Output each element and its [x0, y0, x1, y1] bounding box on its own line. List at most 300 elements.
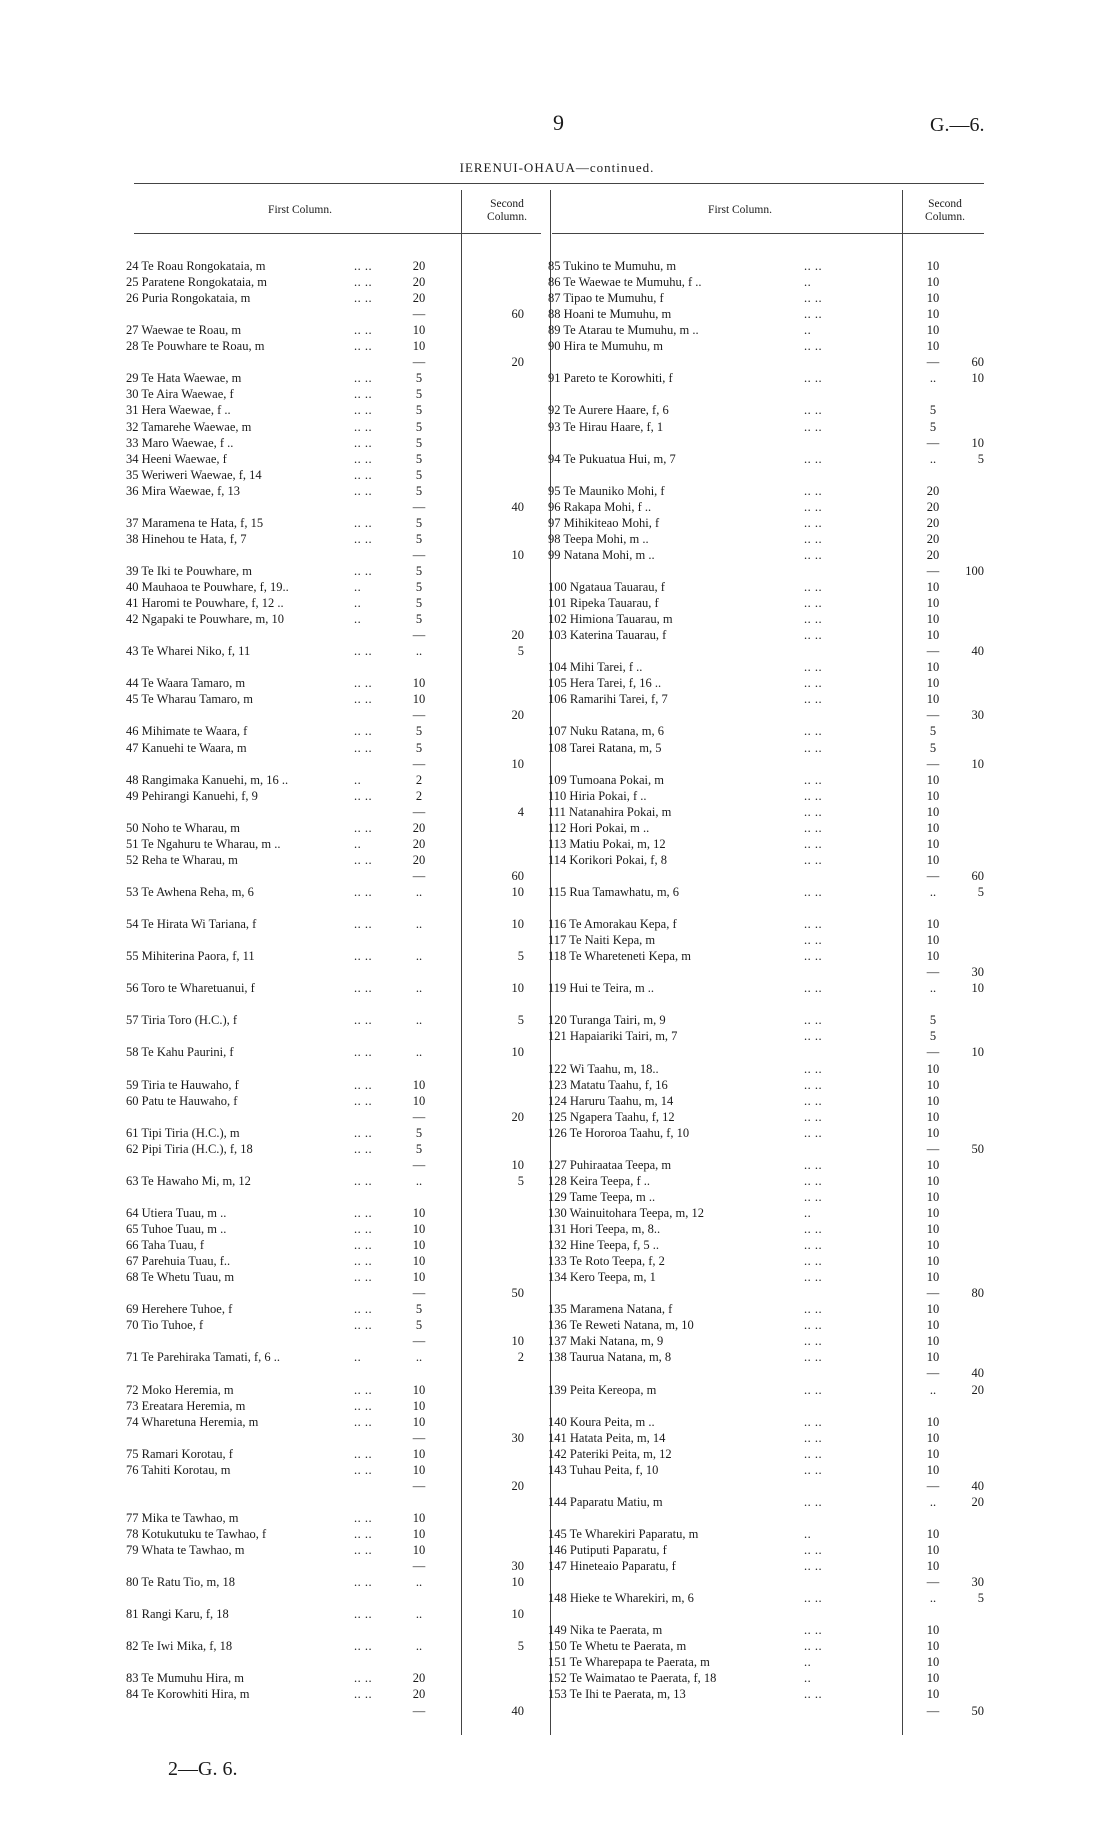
entry-value: 10	[926, 1205, 940, 1220]
list-item	[548, 1638, 988, 1654]
list-item	[126, 258, 546, 274]
leader-dots: .. ..	[354, 949, 373, 964]
list-item	[548, 451, 988, 467]
entry-name: 30 Te Aira Waewae, f	[126, 387, 234, 402]
entry-name: 141 Hatata Peita, m, 14	[548, 1430, 666, 1445]
entry-value: 10	[926, 1430, 940, 1445]
list-item	[548, 1141, 988, 1157]
entry-name: 53 Te Awhena Reha, m, 6	[126, 884, 254, 899]
list-item	[548, 435, 988, 451]
list-item	[126, 354, 546, 370]
list-item	[126, 1542, 546, 1558]
list-item	[126, 1462, 546, 1478]
leader-dots: .. ..	[804, 1238, 823, 1253]
entry-value: 10	[926, 917, 940, 932]
list-item	[126, 691, 546, 707]
list-item	[548, 707, 988, 723]
entry-name: 55 Mihiterina Paora, f, 11	[126, 949, 255, 964]
subtotal-value: 10	[511, 1157, 524, 1172]
list-item	[548, 1028, 988, 1044]
subtotal-value: 10	[511, 884, 524, 899]
entry-value: ..	[929, 981, 937, 996]
leader-dots: .. ..	[804, 1350, 823, 1365]
subtotal-value: 10	[511, 1575, 524, 1590]
leader-dots: .. ..	[804, 547, 823, 562]
entry-name: 136 Te Reweti Natana, m, 10	[548, 1318, 694, 1333]
list-item	[548, 643, 988, 659]
entry-value: ..	[415, 1013, 423, 1028]
leader-dots: .. ..	[804, 1382, 823, 1397]
leader-dots: .. ..	[354, 531, 373, 546]
leader-dots: .. ..	[804, 419, 823, 434]
entry-name: 144 Paparatu Matiu, m	[548, 1494, 663, 1509]
leader-dots: .. ..	[354, 1141, 373, 1156]
entry-value: ..	[415, 884, 423, 899]
list-item	[548, 1237, 988, 1253]
header-rule-right	[552, 233, 984, 234]
entry-value: 10	[926, 628, 940, 643]
leader-dots: .. ..	[804, 1494, 823, 1509]
entry-name: 24 Te Roau Rongokataia, m	[126, 259, 266, 273]
entry-name: 133 Te Roto Teepa, f, 2	[548, 1254, 665, 1269]
leader-dots: .. ..	[804, 339, 823, 354]
entry-value: —	[412, 628, 426, 643]
list-item	[548, 964, 988, 980]
subtotal-value: 60	[971, 355, 984, 370]
list-item	[126, 370, 546, 386]
entry-value: —	[412, 868, 426, 883]
leader-dots: .. ..	[804, 1270, 823, 1285]
entry-value: 5	[415, 1302, 423, 1317]
leader-dots: .. ..	[354, 1318, 373, 1333]
entry-name: 113 Matiu Pokai, m, 12	[548, 836, 666, 851]
list-item	[126, 1269, 546, 1285]
list-item	[548, 900, 988, 916]
entry-value: 10	[412, 1254, 426, 1269]
leader-dots: ..	[354, 596, 362, 611]
entry-value: 20	[412, 1687, 426, 1702]
list-item	[126, 1703, 546, 1719]
list-item	[126, 1382, 546, 1398]
entry-value: 5	[415, 419, 423, 434]
entry-value: 10	[926, 612, 940, 627]
entry-value: 5	[415, 483, 423, 498]
subtotal-value: 20	[511, 355, 524, 370]
leader-dots: .. ..	[354, 515, 373, 530]
entry-value: 10	[926, 1639, 940, 1654]
entry-value: 10	[412, 1462, 426, 1477]
entry-value: 10	[926, 949, 940, 964]
entry-value: 10	[926, 323, 940, 338]
list-item	[126, 1221, 546, 1237]
list-item	[126, 852, 546, 868]
list-item	[126, 595, 546, 611]
leader-dots: .. ..	[804, 1189, 823, 1204]
leader-dots: .. ..	[804, 1687, 823, 1702]
entry-value: 10	[926, 1414, 940, 1429]
entry-name: 149 Nika te Paerata, m	[548, 1623, 663, 1638]
subtotal-value: 20	[971, 1382, 984, 1397]
entry-value: 10	[926, 1318, 940, 1333]
subtotal-value: 50	[511, 1286, 524, 1301]
entry-value: 5	[929, 1029, 937, 1044]
list-item	[548, 1478, 988, 1494]
leader-dots: .. ..	[804, 788, 823, 803]
entry-value: ..	[929, 1494, 937, 1509]
entry-name: 82 Te Iwi Mika, f, 18	[126, 1639, 233, 1654]
leader-dots: .. ..	[804, 1559, 823, 1574]
entry-name: 37 Maramena te Hata, f, 15	[126, 515, 264, 530]
entry-name: 93 Te Hirau Haare, f, 1	[548, 419, 664, 434]
list-item	[126, 788, 546, 804]
entry-value: 10	[926, 676, 940, 691]
entry-value: 5	[415, 451, 423, 466]
entry-name: 58 Te Kahu Paurini, f	[126, 1045, 234, 1060]
entry-name: 110 Hiria Pokai, f ..	[548, 788, 647, 803]
list-item	[126, 290, 546, 306]
entry-name: 33 Maro Waewae, f ..	[126, 435, 234, 450]
subtotal-value: 10	[511, 1334, 524, 1349]
entry-name: 57 Tiria Toro (H.C.), f	[126, 1013, 238, 1028]
subtotal-value: 40	[971, 1366, 984, 1381]
entry-value: —	[412, 804, 426, 819]
entry-value: —	[926, 1286, 940, 1301]
entry-name: 42 Ngapaki te Pouwhare, m, 10	[126, 612, 284, 627]
subtotal-value: 40	[511, 499, 524, 514]
entry-name: 112 Hori Pokai, m ..	[548, 820, 650, 835]
leader-dots: .. ..	[354, 1671, 373, 1686]
list-item	[548, 740, 988, 756]
leader-dots: ..	[804, 1526, 812, 1541]
entry-name: 71 Te Parehiraka Tamati, f, 6 ..	[126, 1350, 280, 1365]
list-item	[126, 1654, 546, 1670]
leader-dots: .. ..	[354, 1125, 373, 1140]
entry-value: 20	[412, 820, 426, 835]
list-item	[548, 531, 988, 547]
entry-name: 25 Paratene Rongokataia, m	[126, 275, 267, 290]
leader-dots: .. ..	[804, 1591, 823, 1606]
leader-dots: .. ..	[804, 1446, 823, 1461]
list-item	[126, 1349, 546, 1365]
list-item	[548, 1430, 988, 1446]
entry-name: 64 Utiera Tuau, m ..	[126, 1205, 227, 1220]
list-item	[548, 1205, 988, 1221]
entry-name: 124 Haruru Taahu, m, 14	[548, 1093, 674, 1108]
entry-name: 137 Maki Natana, m, 9	[548, 1334, 664, 1349]
leader-dots: .. ..	[354, 724, 373, 739]
list-item	[126, 1590, 546, 1606]
list-item	[548, 1125, 988, 1141]
entry-value: ..	[415, 1173, 423, 1188]
leader-dots: .. ..	[804, 660, 823, 675]
entry-value: 10	[926, 1238, 940, 1253]
entry-name: 43 Te Wharei Niko, f, 11	[126, 644, 251, 659]
leader-dots: .. ..	[804, 949, 823, 964]
subtotal-value: 10	[511, 1045, 524, 1060]
top-rule	[134, 183, 984, 184]
list-item	[126, 1430, 546, 1446]
list-item	[126, 1638, 546, 1654]
list-item	[126, 964, 546, 980]
leader-dots: .. ..	[804, 1157, 823, 1172]
list-item	[548, 1654, 988, 1670]
entry-value: 10	[926, 660, 940, 675]
entry-value: 5	[415, 1125, 423, 1140]
list-item	[126, 1189, 546, 1205]
leader-dots: .. ..	[804, 981, 823, 996]
entry-value: 5	[929, 403, 937, 418]
list-item	[548, 1077, 988, 1093]
leader-dots: .. ..	[354, 1254, 373, 1269]
entry-name: 29 Te Hata Waewae, m	[126, 371, 242, 386]
subtotal-value: 20	[511, 1109, 524, 1124]
list-item	[548, 820, 988, 836]
entry-value: —	[412, 1109, 426, 1124]
entry-value: 5	[929, 740, 937, 755]
list-item	[126, 1061, 546, 1077]
list-item	[126, 451, 546, 467]
entry-name: 45 Te Wharau Tamaro, m	[126, 692, 254, 707]
list-item	[126, 836, 546, 852]
leader-dots: .. ..	[804, 291, 823, 306]
subtotal-value: 10	[511, 547, 524, 562]
entry-name: 27 Waewae te Roau, m	[126, 323, 242, 338]
entry-value: 5	[415, 1141, 423, 1156]
list-item	[126, 772, 546, 788]
entry-value: 5	[415, 403, 423, 418]
entry-name: 28 Te Pouwhare te Roau, m	[126, 339, 265, 354]
leader-dots: .. ..	[804, 884, 823, 899]
list-item	[548, 563, 988, 579]
list-item	[126, 338, 546, 354]
entry-value: —	[926, 1366, 940, 1381]
leader-dots: .. ..	[804, 852, 823, 867]
list-item	[548, 1061, 988, 1077]
entry-value: ..	[415, 917, 423, 932]
subtotal-value: 10	[511, 981, 524, 996]
entry-value: 20	[412, 836, 426, 851]
list-item	[548, 1269, 988, 1285]
leader-dots: .. ..	[804, 612, 823, 627]
entry-value: 2	[415, 772, 423, 787]
list-item	[548, 804, 988, 820]
list-item	[126, 579, 546, 595]
list-item	[548, 675, 988, 691]
list-item	[126, 1686, 546, 1702]
leader-dots: .. ..	[354, 981, 373, 996]
entry-value: 10	[926, 1173, 940, 1188]
subtotal-value: 100	[965, 563, 984, 578]
leader-dots: .. ..	[804, 1077, 823, 1092]
entry-value: —	[926, 1141, 940, 1156]
list-item	[548, 467, 988, 483]
entry-name: 80 Te Ratu Tio, m, 18	[126, 1575, 235, 1590]
entry-name: 123 Matatu Taahu, f, 16	[548, 1077, 668, 1092]
list-item	[126, 868, 546, 884]
list-item	[126, 306, 546, 322]
leader-dots: .. ..	[354, 259, 373, 273]
leader-dots: .. ..	[804, 933, 823, 948]
entry-value: 20	[412, 275, 426, 290]
list-item	[126, 1044, 546, 1060]
list-item	[548, 1622, 988, 1638]
list-item	[126, 1077, 546, 1093]
list-item	[548, 1333, 988, 1349]
list-item	[548, 1382, 988, 1398]
entry-name: 105 Hera Tarei, f, 16 ..	[548, 676, 662, 691]
leader-dots: .. ..	[354, 1526, 373, 1541]
entry-name: 152 Te Waimatao te Paerata, f, 18	[548, 1671, 717, 1686]
list-item	[126, 402, 546, 418]
list-item	[548, 980, 988, 996]
entry-value: ..	[415, 1575, 423, 1590]
subtotal-value: 30	[511, 1430, 524, 1445]
list-item	[548, 1414, 988, 1430]
leader-dots: ..	[804, 1205, 812, 1220]
subtotal-value: 20	[511, 628, 524, 643]
entry-name: 127 Puhiraataa Teepa, m	[548, 1157, 672, 1172]
entry-value: 10	[926, 1334, 940, 1349]
footer-ref: 2—G. 6.	[168, 1758, 238, 1780]
entry-name: 51 Te Ngahuru te Wharau, m ..	[126, 836, 281, 851]
entry-value: 10	[412, 323, 426, 338]
entry-value: 10	[412, 1077, 426, 1092]
leader-dots: .. ..	[354, 467, 373, 482]
leader-dots: .. ..	[354, 1398, 373, 1413]
leader-dots: ..	[804, 275, 812, 290]
leader-dots: .. ..	[804, 483, 823, 498]
entry-value: 10	[926, 788, 940, 803]
entry-name: 88 Hoani te Mumuhu, m	[548, 307, 672, 322]
entry-name: 117 Te Naiti Kepa, m	[548, 933, 656, 948]
entry-name: 98 Teepa Mohi, m ..	[548, 531, 649, 546]
leader-dots: .. ..	[354, 740, 373, 755]
entry-name: 131 Hori Teepa, m, 8..	[548, 1222, 661, 1236]
entry-name: 151 Te Wharepapa te Paerata, m	[548, 1655, 710, 1670]
entry-value: 10	[926, 307, 940, 322]
list-item	[548, 290, 988, 306]
entry-value: —	[412, 1157, 426, 1172]
list-item	[548, 1542, 988, 1558]
leader-dots: .. ..	[354, 275, 373, 290]
entry-name: 101 Ripeka Tauarau, f	[548, 596, 659, 611]
leader-dots: .. ..	[804, 1013, 823, 1028]
entry-name: 36 Mira Waewae, f, 13	[126, 483, 241, 498]
subtotal-value: 30	[971, 708, 984, 723]
list-item	[126, 804, 546, 820]
entry-name: 128 Keira Teepa, f ..	[548, 1173, 650, 1188]
entry-value: 5	[415, 371, 423, 386]
leader-dots: .. ..	[804, 1318, 823, 1333]
entry-value: ..	[929, 1591, 937, 1606]
entry-value: 10	[926, 804, 940, 819]
entry-value: 20	[412, 259, 426, 273]
entry-value: 10	[926, 580, 940, 594]
entry-value: 10	[926, 1222, 940, 1236]
leader-dots: .. ..	[804, 1109, 823, 1124]
leader-dots: .. ..	[804, 1061, 823, 1076]
leader-dots: .. ..	[354, 917, 373, 932]
list-item	[126, 1478, 546, 1494]
entry-value: 10	[926, 1189, 940, 1204]
subtotal-value: 50	[971, 1141, 984, 1156]
entry-name: 44 Te Waara Tamaro, m	[126, 676, 246, 691]
leader-dots: .. ..	[354, 1462, 373, 1477]
list-item	[548, 1558, 988, 1574]
entry-name: 94 Te Pukuatua Hui, m, 7	[548, 451, 676, 466]
list-item	[548, 1703, 988, 1719]
list-item	[548, 611, 988, 627]
entry-value: 10	[412, 1414, 426, 1429]
entry-value: —	[412, 1478, 426, 1493]
entry-name: 78 Kotukutuku te Tawhao, f	[126, 1526, 267, 1541]
entry-name: 118 Te Whareteneti Kepa, m	[548, 949, 691, 964]
leader-dots: .. ..	[804, 371, 823, 386]
entry-value: —	[412, 1703, 426, 1718]
list-item	[548, 1301, 988, 1317]
entry-value: 10	[926, 596, 940, 611]
list-item	[126, 675, 546, 691]
entry-name: 40 Mauhaoa te Pouwhare, f, 19..	[126, 580, 289, 594]
entry-value: ..	[415, 1607, 423, 1622]
entry-value: —	[412, 307, 426, 322]
list-item	[548, 756, 988, 772]
list-item	[548, 499, 988, 515]
entry-name: 47 Kanuehi te Waara, m	[126, 740, 247, 755]
entry-name: 138 Taurua Natana, m, 8	[548, 1350, 672, 1365]
entry-name: 60 Patu te Hauwaho, f	[126, 1093, 238, 1108]
leader-dots: .. ..	[354, 371, 373, 386]
entry-name: 70 Tio Tuhoe, f	[126, 1318, 204, 1333]
subtotal-value: 40	[971, 1478, 984, 1493]
entry-name: 143 Tuhau Peita, f, 10	[548, 1462, 659, 1477]
entry-name: 41 Haromi te Pouwhare, f, 12 ..	[126, 596, 284, 611]
document-reference: G.—6.	[930, 114, 985, 136]
entry-value: 5	[415, 531, 423, 546]
entry-name: 107 Nuku Ratana, m, 6	[548, 724, 664, 739]
entry-value: 20	[412, 852, 426, 867]
entry-value: 10	[412, 1382, 426, 1397]
entry-value: 10	[926, 852, 940, 867]
left-first-column-header: First Column.	[268, 204, 332, 216]
list-item	[548, 1686, 988, 1702]
entry-name: 35 Weriweri Waewae, f, 14	[126, 467, 262, 482]
list-item	[548, 1044, 988, 1060]
list-item	[126, 1574, 546, 1590]
entry-value: 5	[415, 467, 423, 482]
entry-value: 10	[926, 933, 940, 948]
entry-name: 86 Te Waewae te Mumuhu, f ..	[548, 275, 702, 290]
list-item	[126, 1205, 546, 1221]
entry-name: 121 Hapaiariki Tairi, m, 7	[548, 1029, 678, 1044]
subtotal-value: 10	[971, 1045, 984, 1060]
entry-value: 10	[926, 1061, 940, 1076]
list-item	[548, 1446, 988, 1462]
list-item	[126, 274, 546, 290]
list-item	[548, 595, 988, 611]
list-item	[126, 820, 546, 836]
entry-value: ..	[415, 1045, 423, 1060]
list-item	[126, 756, 546, 772]
entry-value: 5	[929, 419, 937, 434]
entry-value: 10	[926, 1270, 940, 1285]
entry-value: —	[926, 708, 940, 723]
list-item	[126, 1237, 546, 1253]
entry-value: 10	[926, 1526, 940, 1541]
entry-value: ..	[929, 1382, 937, 1397]
entry-name: 49 Pehirangi Kanuehi, f, 9	[126, 788, 258, 803]
leader-dots: .. ..	[804, 1029, 823, 1044]
